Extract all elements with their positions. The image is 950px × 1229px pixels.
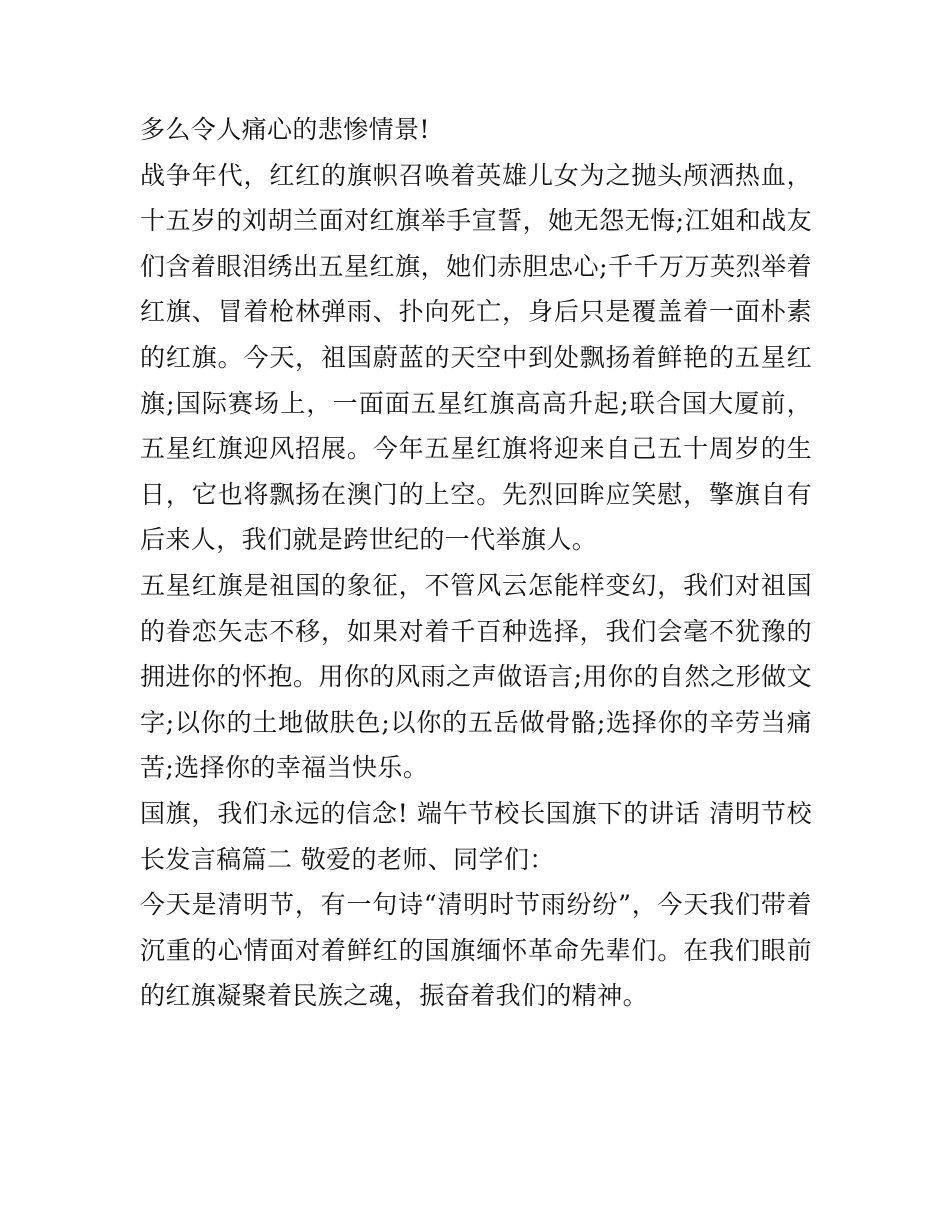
paragraph-qingming: 今天是清明节，有一句诗“清明时节雨纷纷”，今天我们带着沉重的心情面对着鲜红的国旗缅怀革命先辈们。在我们眼前的红旗凝聚着民族之魂，振奋着我们的精神。 bbox=[140, 890, 812, 1011]
paragraph-war-years: 战争年代，红红的旗帜召唤着英雄儿女为之抛头颅洒热血，十五岁的刘胡兰面对红旗举手宣誓，她无怨无悔;江姐和战友们含着眼泪绣出五星红旗，她们赤胆忠心;千千万万英烈举着红旗、冒着枪林弹雨、扑向死亡，身后只是覆盖着一面朴素的红旗。今天，祖国蔚蓝的天空中到处飘扬着鲜艳的五星红旗;国际赛场上，一面面五星红旗高高升起;联合国大厦前，五星红旗迎风招展。今年五星红旗将迎来自己五十周岁的生日，它也将飘扬在澳门的上空。先烈回眸应笑慰，擎旗自有后来人，我们就是跨世纪的一代举旗人。 bbox=[140, 160, 812, 555]
paragraph-flag-symbol: 五星红旗是祖国的象征，不管风云怎能样变幻，我们对祖国的眷恋矢志不移，如果对着千百种选择，我们会毫不犹豫的拥进你的怀抱。用你的风雨之声做语言;用你的自然之形做文字;以你的土地做肤色;以你的五岳做骨骼;选择你的辛劳当痛苦;选择你的幸福当快乐。 bbox=[140, 570, 812, 783]
paragraph-belief-heading: 国旗，我们永远的信念! 端午节校长国旗下的讲话 清明节校长发言稿篇二 敬爱的老师、同学们： bbox=[140, 798, 812, 874]
document-body bbox=[140, 107, 812, 1019]
paragraph-closing-line: 多么令人痛心的悲惨情景! bbox=[140, 115, 430, 144]
